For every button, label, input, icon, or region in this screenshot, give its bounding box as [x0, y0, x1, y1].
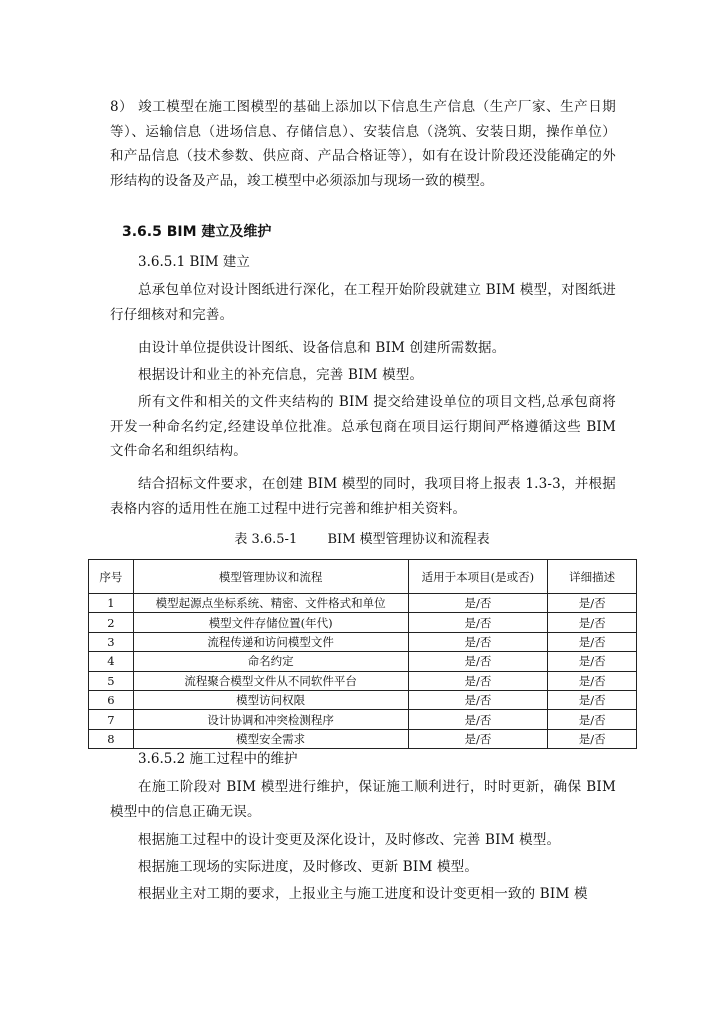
header-protocol: 模型管理协议和流程 — [133, 560, 408, 594]
row-protocol: 模型文件存储位置(年代) — [133, 613, 408, 632]
row-index: 3 — [89, 632, 134, 651]
section-heading: 3.6.5 BIM 建立及维护 — [122, 224, 272, 240]
row-index: 4 — [89, 652, 134, 671]
table-caption — [0, 530, 724, 550]
table-caption-number: 表 3.6.5-1 — [234, 532, 298, 547]
row-applicable: 是/否 — [408, 594, 548, 613]
paragraph-site-progress: 根据施工现场的实际进度，及时修改、更新 BIM 模型。 — [138, 859, 479, 875]
row-applicable: 是/否 — [408, 613, 548, 632]
intro-paragraph: 8） 竣工模型在施工图模型的基础上添加以下信息生产信息（生产厂家、生产日期等）、运输信息（进场信息、存储信息）、安装信息（浇筑、安装日期，操作单位）和产品信息（技术参数、供应商、产品合格证等），如有在设计阶段还没能确定的外形结构的设备及产品，竣工模型中必须添加与现场一致的模型。 — [110, 99, 616, 189]
row-protocol: 命名约定 — [133, 652, 408, 671]
row-description: 是/否 — [548, 710, 637, 729]
header-description: 详细描述 — [548, 560, 637, 594]
paragraph-drawing-deepening: 总承包单位对设计图纸进行深化，在工程开始阶段就建立 BIM 模型，对图纸进行仔细核对和完善。 — [110, 282, 616, 323]
row-description: 是/否 — [548, 690, 637, 709]
row-index: 5 — [89, 671, 134, 690]
row-description: 是/否 — [548, 594, 637, 613]
paragraph-construction-maintenance: 在施工阶段对 BIM 模型进行维护，保证施工顺利进行，时时更新，确保 BIM 模型中的信息正确无误。 — [110, 779, 616, 820]
row-description: 是/否 — [548, 729, 637, 748]
paragraph-design-changes: 根据施工过程中的设计变更及深化设计，及时修改、完善 BIM 模型。 — [138, 832, 561, 848]
table-row — [89, 729, 637, 748]
paragraph-design-data: 由设计单位提供设计图纸、设备信息和 BIM 创建所需数据。 — [138, 340, 506, 356]
row-applicable: 是/否 — [408, 690, 548, 709]
row-protocol: 模型起源点坐标系统、精密、文件格式和单位 — [133, 594, 408, 613]
table-row — [89, 632, 637, 651]
row-applicable: 是/否 — [408, 632, 548, 651]
header-index: 序号 — [89, 560, 134, 594]
table-row — [89, 690, 637, 709]
table-row — [89, 613, 637, 632]
paragraph-naming-convention: 所有文件和相关的文件夹结构的 BIM 提交给建设单位的项目文档,总承包商将开发一种命名约定,经建设单位批准。总承包商在项目运行期间严格遵循这些 BIM 文件命名和组织结构。 — [110, 394, 616, 459]
table-header-row — [89, 560, 637, 594]
row-description: 是/否 — [548, 652, 637, 671]
subsection-heading-bim-creation: 3.6.5.1 BIM 建立 — [138, 254, 250, 270]
row-description: 是/否 — [548, 671, 637, 690]
table-row — [89, 594, 637, 613]
protocol-table — [88, 559, 637, 749]
table-row — [89, 652, 637, 671]
row-protocol: 流程聚合模型文件从不同软件平台 — [133, 671, 408, 690]
row-applicable: 是/否 — [408, 652, 548, 671]
row-protocol: 模型访问权限 — [133, 690, 408, 709]
row-applicable: 是/否 — [408, 729, 548, 748]
table-caption-title: BIM 模型管理协议和流程表 — [327, 532, 490, 547]
row-index: 6 — [89, 690, 134, 709]
row-applicable: 是/否 — [408, 710, 548, 729]
paragraph-tender-requirements: 结合招标文件要求，在创建 BIM 模型的同时，我项目将上报表 1.3-3，并根据表格内容的适用性在施工过程中进行完善和维护相关资料。 — [110, 476, 616, 517]
row-index: 8 — [89, 729, 134, 748]
subsection-heading-maintenance: 3.6.5.2 施工过程中的维护 — [138, 751, 298, 767]
row-index: 2 — [89, 613, 134, 632]
row-protocol: 流程传递和访问模型文件 — [133, 632, 408, 651]
row-description: 是/否 — [548, 632, 637, 651]
row-protocol: 设计协调和冲突检测程序 — [133, 710, 408, 729]
table-row — [89, 710, 637, 729]
row-index: 1 — [89, 594, 134, 613]
table-row — [89, 671, 637, 690]
row-protocol: 模型安全需求 — [133, 729, 408, 748]
paragraph-schedule-requirements: 根据业主对工期的要求，上报业主与施工进度和设计变更相一致的 BIM 模 — [138, 886, 588, 902]
row-applicable: 是/否 — [408, 671, 548, 690]
row-index: 7 — [89, 710, 134, 729]
row-description: 是/否 — [548, 613, 637, 632]
paragraph-owner-info: 根据设计和业主的补充信息，完善 BIM 模型。 — [138, 367, 424, 383]
header-applicable: 适用于本项目(是或否) — [408, 560, 548, 594]
